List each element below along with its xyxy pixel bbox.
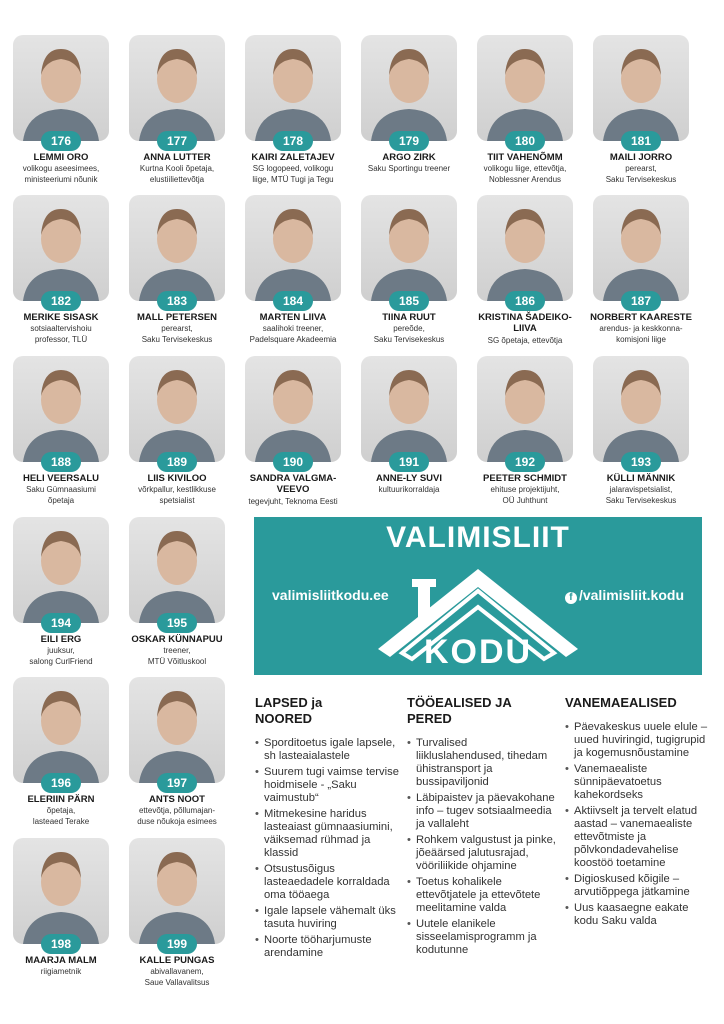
candidate-name: OSKAR KÜNNAPUU — [131, 634, 223, 645]
candidate-role-line: ettevõtja, põllumajan- — [138, 806, 216, 815]
candidate-number: 191 — [389, 452, 429, 472]
program-item: • Rohkem valgustust ja pinke, jõeäärsed jalutusrajad, vööriliikide ohjamine — [407, 834, 557, 873]
candidate-name: MERIKE SISASK — [23, 312, 99, 323]
candidate-name: LEMMI ORO — [33, 152, 89, 163]
candidate-name: SANDRA VALGMA-VEEVO — [249, 473, 337, 495]
candidate-role-line: MTÜ Võitluskool — [147, 657, 207, 666]
candidate-role-line: lasteaed Terake — [32, 817, 90, 826]
candidate-role-line: Padelsquare Akadeemia — [249, 335, 337, 344]
candidate-number: 180 — [505, 131, 545, 151]
candidate-role-line: riigiametnik — [40, 967, 82, 976]
candidate-name: KÜLLI MÄNNIK — [606, 473, 676, 484]
program-item: • Vanemaealiste sünnipäevatoetus kahekordseks — [565, 763, 715, 802]
candidate-name: ANNE-LY SUVI — [376, 473, 442, 484]
candidate-number: 185 — [389, 291, 429, 311]
candidate-role-line: õpetaja, — [46, 806, 76, 815]
column-seniors — [565, 695, 715, 931]
candidate-role-line: võrkpallur, kestlikkuse — [138, 485, 216, 494]
candidate-role-line: volikogu aseesimees, — [22, 164, 100, 173]
candidate-photo — [245, 356, 341, 462]
candidate-photo — [129, 356, 225, 462]
candidate-photo — [129, 517, 225, 623]
program-item: • Noorte tööharjumuste arendamine — [255, 934, 405, 960]
candidate-role-line: saalihoki treener, — [262, 324, 324, 333]
candidate-role-line: ministeeriumi nõunik — [24, 175, 98, 184]
program-item: • Digioskused kõigile – arvutiõppega jätkamine — [565, 873, 715, 899]
candidate-name: ARGO ZIRK — [382, 152, 436, 163]
banner-title: VALIMISLIIT — [386, 521, 570, 554]
candidate-name: MAARJA MALM — [25, 955, 97, 966]
candidate-name: EILI ERG — [40, 634, 82, 645]
candidate-role-line: Saku Tervisekeskus — [141, 335, 213, 344]
column-list — [407, 737, 557, 957]
candidate-role-line: salong CurlFriend — [29, 657, 93, 666]
candidate-role-line: Saku Tervisekeskus — [605, 175, 677, 184]
candidate-role-line: Noblessner Arendus — [488, 175, 562, 184]
candidate-name: ANNA LUTTER — [143, 152, 211, 163]
candidate-role-line: õpetaja — [47, 496, 75, 505]
candidate-role-line: perearst, — [625, 164, 657, 173]
program-item: • Aktiivselt ja tervelt elatud aastad – vanemaealiste ettevõtmiste ja põlvkondadevahelise koostöö toetamine — [565, 805, 715, 870]
candidate-photo — [593, 35, 689, 141]
program-item: • Turvalised liikluslahendused, tihedam ühistransport ja bussipaviljonid — [407, 737, 557, 789]
candidate-photo — [13, 838, 109, 944]
candidate-number: 177 — [157, 131, 197, 151]
candidate-role-line: Saku Gümnaasiumi — [26, 485, 96, 494]
candidate-role-line: treener, — [163, 646, 191, 655]
candidate-role-line: Saku Sportingu treener — [367, 164, 451, 173]
candidate-role-line: juuksur, — [47, 646, 75, 655]
candidate-number: 178 — [273, 131, 313, 151]
candidate-photo — [13, 517, 109, 623]
program-item: • Uus kaasaegne eakate kodu Saku valda — [565, 902, 715, 928]
candidate-number: 196 — [41, 773, 81, 793]
candidate-role-line: Saue Vallavalitsus — [144, 978, 210, 987]
program-item: • Uutele elanikele sisseelamisprogramm ja kodutunne — [407, 918, 557, 957]
candidate-role-line: kultuurikorraldaja — [378, 485, 440, 494]
candidate-role-line: jalaravispetsialist, — [609, 485, 673, 494]
candidate-photo — [477, 195, 573, 301]
column-list — [565, 721, 715, 928]
candidate-photo — [245, 35, 341, 141]
candidate-number: 176 — [41, 131, 81, 151]
candidate-role-line: abivallavanem, — [150, 967, 204, 976]
column-list — [255, 737, 405, 960]
candidate-name: NORBERT KAARESTE — [590, 312, 692, 323]
candidate-number: 181 — [621, 131, 661, 151]
candidate-number: 183 — [157, 291, 197, 311]
candidate-name: KAIRI ZALETAJEV — [251, 152, 335, 163]
candidate-photo — [129, 677, 225, 783]
candidate-photo — [13, 195, 109, 301]
candidate-number: 189 — [157, 452, 197, 472]
facebook-icon: f — [565, 592, 577, 604]
candidate-number: 186 — [505, 291, 545, 311]
candidate-role-line: SG õpetaja, ettevõtja — [487, 336, 563, 345]
candidate-role-line: spetsialist — [159, 496, 195, 505]
candidate-role-line: SG logopeed, volikogu — [252, 164, 334, 173]
candidate-role-line: pereõde, — [393, 324, 425, 333]
candidate-photo — [477, 356, 573, 462]
column-title: TÖÖEALISED JA PERED — [407, 695, 512, 726]
candidate-role-line: Saku Tervisekeskus — [373, 335, 445, 344]
candidate-name: KRISTINA ŠADEIKO-LIIVA — [478, 312, 572, 334]
candidate-number: 182 — [41, 291, 81, 311]
program-item: • Toetus kohalikele ettevõtjatele ja ettevõtete meelitamine valda — [407, 876, 557, 915]
candidate-name: KALLE PUNGAS — [139, 955, 215, 966]
candidate-role-line: arendus- ja keskkonna- — [599, 324, 683, 333]
candidate-photo — [129, 35, 225, 141]
candidate-role-line: perearst, — [161, 324, 193, 333]
candidate-photo — [13, 356, 109, 462]
column-children-youth — [255, 695, 405, 963]
program-item: • Suurem tugi vaimse tervise hoidmisele - „Saku vaimustub“ — [255, 766, 405, 805]
candidate-photo — [361, 35, 457, 141]
candidate-name: TIIT VAHENÕMM — [487, 152, 563, 163]
candidate-number: 193 — [621, 452, 661, 472]
candidate-photo — [593, 356, 689, 462]
candidate-role-line: professor, TLÜ — [34, 335, 88, 344]
program-item: • Igale lapsele vähemalt üks tasuta huviring — [255, 905, 405, 931]
candidate-role-line: elustiiliettevõtja — [149, 175, 205, 184]
candidate-photo — [361, 356, 457, 462]
candidate-name: HELI VEERSALU — [22, 473, 99, 484]
candidate-role-line: liige, MTÜ Tugi ja Tegu — [252, 175, 334, 184]
candidate-role-line: ehituse projektijuht, — [490, 485, 560, 494]
candidate-number: 195 — [157, 613, 197, 633]
candidate-number: 187 — [621, 291, 661, 311]
candidate-name: MARTEN LIIVA — [259, 312, 327, 323]
facebook-handle: /valimisliit.kodu — [578, 587, 684, 603]
candidate-role-line: OÜ Juhthunt — [502, 496, 548, 505]
website-link[interactable]: valimisliitkodu.ee — [272, 587, 389, 603]
program-item: • Läbipaistev ja päevakohane info – tugev sotsiaalmeedia ja vallaleht — [407, 792, 557, 831]
candidate-role-line: Kurtna Kooli õpetaja, — [139, 164, 215, 173]
candidate-number: 199 — [157, 934, 197, 954]
candidate-number: 194 — [41, 613, 81, 633]
election-banner — [254, 517, 702, 675]
column-title: LAPSED ja NOORED — [255, 695, 323, 726]
candidate-number: 197 — [157, 773, 197, 793]
program-item: • Sporditoetus igale lapsele, sh lasteaialastele — [255, 737, 405, 763]
candidate-role-line: volikogu liige, ettevõtja, — [483, 164, 567, 173]
candidate-role-line: tegevjuht, Teknoma Eesti — [248, 497, 338, 506]
candidate-number: 188 — [41, 452, 81, 472]
candidate-photo — [245, 195, 341, 301]
candidate-number: 198 — [41, 934, 81, 954]
column-title: VANEMAEALISED — [565, 695, 677, 710]
candidate-photo — [477, 35, 573, 141]
candidate-photo — [129, 838, 225, 944]
candidate-photo — [593, 195, 689, 301]
candidate-role-line: Saku Tervisekeskus — [605, 496, 677, 505]
candidate-name: MAILI JORRO — [609, 152, 673, 163]
candidate-role-line: sotsiaaltervishoiu — [30, 324, 92, 333]
candidate-photo — [13, 677, 109, 783]
candidate-photo — [361, 195, 457, 301]
candidate-name: ANTS NOOT — [149, 794, 205, 805]
candidate-name: ELERIIN PÄRN — [27, 794, 95, 805]
candidate-name: LIIS KIVILOO — [147, 473, 207, 484]
program-item: • Päevakeskus uuele elule – uued huviringid, tugigrupid ja kogemusnõustamine — [565, 721, 715, 760]
candidate-role-line: komisjoni liige — [616, 335, 666, 344]
candidate-photo — [129, 195, 225, 301]
candidate-number: 179 — [389, 131, 429, 151]
program-item: • Otsustusõigus lasteaedadele korraldada oma tööaega — [255, 863, 405, 902]
candidate-name: MALL PETERSEN — [136, 312, 218, 323]
column-working-age-families — [407, 695, 557, 960]
program-item: • Mitmekesine haridus lasteaiast gümnaasiumini, väiksemad rühmad ja klassid — [255, 808, 405, 860]
candidate-number: 190 — [273, 452, 313, 472]
candidate-name: TIINA RUUT — [382, 312, 436, 323]
candidate-role-line: duse nõukoja esimees — [137, 817, 217, 826]
kodu-logo-text: KODU — [423, 633, 533, 671]
candidate-number: 184 — [273, 291, 313, 311]
candidate-name: PEETER SCHMIDT — [483, 473, 567, 484]
candidate-photo — [13, 35, 109, 141]
candidate-number: 192 — [505, 452, 545, 472]
